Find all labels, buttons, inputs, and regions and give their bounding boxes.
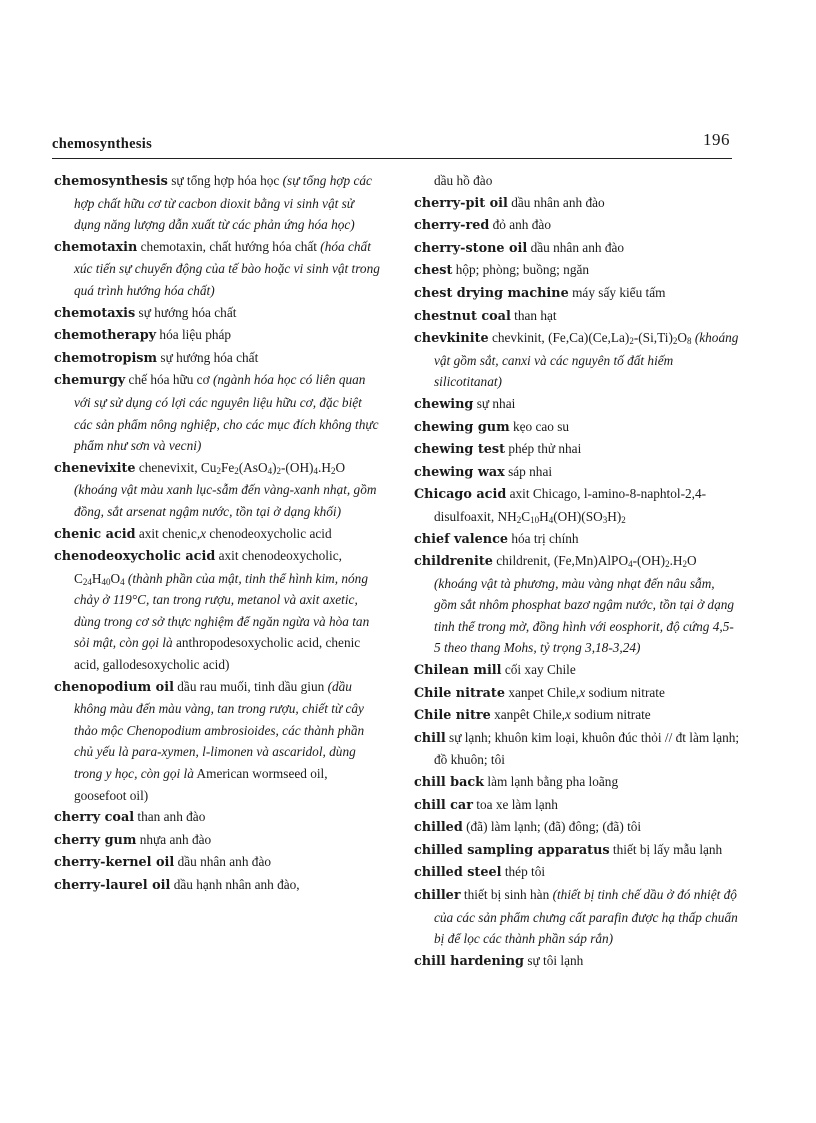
definition: sáp nhai	[508, 463, 553, 479]
definition: dầu hạnh nhân anh đào,	[173, 877, 300, 892]
chemical-formula: $Cu_2Fe_2(AsO_4)_2-(OH)_4.H_2O$	[200, 459, 346, 476]
cross-ref-target: sodium nitrate	[588, 684, 665, 700]
headword: chemotaxin	[54, 239, 138, 255]
definition: sự nhai	[476, 395, 516, 411]
definition: chenevixit,	[138, 459, 198, 475]
dictionary-entry	[414, 771, 740, 794]
headword: Chilean mill	[414, 663, 502, 679]
dictionary-entry	[414, 839, 740, 862]
headword: chemotropism	[54, 350, 158, 366]
dictionary-entry	[414, 861, 740, 884]
dictionary-entry	[54, 369, 380, 456]
explanatory-note: (hóa chất xúc tiến sự chuyển động của tế bào hoặc vi sinh vật trong quá trình hướng hóa chất)	[74, 238, 380, 298]
definition: máy sấy kiểu tấm	[572, 284, 666, 300]
headword: chewing	[414, 396, 474, 412]
definition: thép tôi	[504, 864, 546, 880]
definition: axit Chicago, l-amino-8-naphtol-2,4-disulfoaxit,	[434, 486, 707, 524]
headword: chilled	[414, 820, 463, 836]
definition: làm lạnh bằng pha loãng	[487, 774, 619, 790]
dictionary-entry	[414, 884, 740, 950]
entry-continuation	[414, 170, 740, 192]
headword: chill	[414, 730, 446, 746]
definition: xanpêt Chile,	[494, 707, 566, 723]
headword: chiller	[414, 888, 461, 903]
dictionary-entry	[414, 794, 740, 817]
dictionary-entry	[54, 829, 380, 852]
explanatory-note: (khoáng vật tà phương, màu vàng nhạt đến nâu sẫm, gồm sắt nhôm phosphat bazơ ngậm nước, tồn tại ở dạng tinh thể trong mờ, đồng hình với eosphorit, độ cứng 4,5-5 theo thang Mohs, tỷ trọng 3,18-3,24)	[434, 575, 735, 656]
explanatory-note: (thiết bị tinh chế dầu ở đó nhiệt độ của các sản phẩm chưng cất parafin được hạ thấp chuẩn bị để lọc các thành phần sáp rắn)	[434, 887, 738, 947]
left-column	[54, 170, 380, 897]
explanatory-note: (khoáng vật gồm sắt, canxi và các nguyên tố đất hiếm silicotitanat)	[434, 330, 739, 390]
definition: sự hướng hóa chất	[160, 349, 259, 365]
headword: cherry-red	[414, 218, 490, 234]
explanatory-note: (thành phần của mật, tinh thể hình kim, nóng chảy ở 119°C, tan trong rượu, metanol và axit axetic, dùng trong cơ sở thực nghiệm để ngăn ngừa và hòa tan sỏi mật, còn gọi là	[74, 570, 370, 651]
dictionary-entry	[414, 214, 740, 237]
headword: chewing test	[414, 442, 505, 458]
dictionary-entry	[414, 438, 740, 461]
definition: than hạt	[514, 307, 557, 323]
headword: cherry-pit oil	[414, 195, 508, 211]
dictionary-entry	[414, 682, 740, 705]
headword: chenevixite	[54, 460, 136, 476]
headword: chill car	[414, 797, 473, 813]
headword: chenopodium oil	[54, 679, 174, 695]
explanatory-note: (ngành hóa học có liên quan với sự sử dụng có lợi các nguyên liệu hữu cơ, đặc biệt các sản phẩm nông nghiệp, cho các mục đích không thực phẩm như sơn và vecni)	[74, 372, 379, 454]
dictionary-entry	[414, 461, 740, 484]
headword: childrenite	[414, 554, 493, 570]
definition: sự tôi lạnh	[527, 952, 584, 968]
headword: cherry-stone oil	[414, 240, 528, 256]
definition: thiết bị sinh hàn	[463, 887, 550, 902]
dictionary-entry	[414, 704, 740, 727]
headword: chestnut coal	[414, 308, 511, 324]
headword: chenic acid	[54, 526, 136, 542]
headword: chill hardening	[414, 953, 524, 969]
dictionary-entry	[414, 659, 740, 682]
headword: chill back	[414, 775, 485, 791]
chemical-formula: $C_{24}H_{40}O_4$	[74, 570, 125, 587]
headword: chemosynthesis	[54, 174, 168, 189]
chemical-formula: $NH_2C_{10}H_4(OH)(SO_3H)_2$	[497, 508, 626, 525]
definition: dầu nhân anh đào	[177, 854, 271, 870]
definition: kẹo cao su	[512, 418, 570, 434]
headword: chest	[414, 263, 453, 279]
dictionary-entry	[414, 727, 740, 771]
cross-ref-marker: x	[579, 684, 586, 700]
headword: cherry-kernel oil	[54, 855, 175, 871]
definition: chế hóa hữu cơ	[128, 372, 210, 388]
dictionary-entry	[414, 416, 740, 439]
alternate-names: American wormseed oil, goosefoot oil)	[74, 766, 328, 803]
definition: sự hướng hóa chất	[138, 304, 237, 320]
dictionary-entry	[54, 851, 380, 874]
cross-ref-target: sodium nitrate	[574, 707, 651, 723]
headword: Chile nitrate	[414, 685, 505, 701]
dictionary-entry	[54, 236, 380, 302]
dictionary-entry	[54, 545, 380, 676]
definition: xanpet Chile,	[508, 684, 580, 700]
definition: childrenit,	[496, 553, 551, 569]
headword: Chile nitre	[414, 708, 491, 724]
headword: chevkinite	[414, 331, 489, 347]
cross-ref-marker: x	[200, 525, 207, 541]
cross-ref-target: chenodeoxycholic acid	[209, 525, 332, 541]
dictionary-entry	[414, 483, 740, 527]
headword: chilled steel	[414, 865, 502, 881]
definition: sự lạnh; khuôn kim loại, khuôn đúc thỏi // đt làm lạnh; đồ khuôn; tôi	[434, 729, 740, 768]
headword: chemurgy	[54, 373, 126, 389]
dictionary-entry	[54, 347, 380, 370]
headword: chenodeoxycholic acid	[54, 549, 216, 565]
dictionary-entry	[54, 874, 380, 897]
headword: chemotherapy	[54, 328, 157, 344]
explanatory-note: (khoáng vật màu xanh lục-sẫm đến vàng-xanh nhạt, gồm đồng, sắt arsenat ngậm nước, tồn tại ở dạng khối)	[74, 482, 377, 519]
headword: cherry gum	[54, 832, 137, 848]
right-column	[414, 170, 740, 972]
definition: chevkinit,	[491, 330, 545, 346]
headword: Chicago acid	[414, 487, 507, 503]
dictionary-entry	[54, 523, 380, 546]
alternate-names: anthropodesoxycholic acid, chenic acid, gallodesoxycholic acid)	[74, 635, 361, 673]
headword: chief valence	[414, 531, 509, 547]
dictionary-entry	[414, 327, 740, 393]
dictionary-entry	[54, 457, 380, 523]
definition: than anh đào	[137, 809, 206, 825]
definition: cối xay Chile	[504, 662, 576, 678]
definition: thiết bị lấy mẫu lạnh	[612, 841, 723, 857]
dictionary-entry	[414, 950, 740, 973]
page-number: 196	[703, 130, 730, 149]
dictionary-entry	[414, 282, 740, 305]
definition: hóa trị chính	[511, 530, 579, 546]
definition: axit chenodeoxycholic,	[218, 548, 342, 564]
headword: cherry coal	[54, 810, 135, 826]
definition: dầu rau muối, tinh dầu giun	[177, 678, 325, 694]
chemical-formula: $(Fe,Mn)AlPO_4-(OH)_2.H_2O$	[553, 553, 697, 570]
dictionary-entry	[414, 393, 740, 416]
explanatory-note: (sự tổng hợp các hợp chất hữu cơ từ cacbon dioxit bằng vi sinh vật sử dụng năng lượng dẫn xuất từ các phản ứng hóa học)	[74, 173, 372, 233]
running-head: chemosynthesis	[52, 136, 153, 152]
dictionary-entry	[414, 550, 740, 659]
chemical-formula: $(Fe,Ca)(Ce,La)_2-(Si,Ti)_2O_8$	[548, 330, 692, 347]
dictionary-entry	[414, 528, 740, 551]
continuation-text: dầu hồ đào	[434, 173, 493, 188]
definition: dầu nhân anh đào	[530, 239, 625, 255]
dictionary-entry	[54, 302, 380, 325]
dictionary-entry	[54, 170, 380, 236]
headword: chewing wax	[414, 464, 505, 480]
headword: chilled sampling apparatus	[414, 842, 610, 858]
dictionary-entry	[414, 259, 740, 282]
definition: toa xe làm lạnh	[476, 796, 558, 812]
dictionary-entry	[414, 305, 740, 328]
explanatory-note: (dầu không màu đến màu vàng, tan trong rượu, chiết từ cây thảo mộc Chenopodium ambrosioides, các thành phần chủ yếu là para-xymen, l-limonen và ascaridol, dùng trong y học, còn gọi là	[74, 678, 365, 782]
dictionary-entry	[54, 676, 380, 807]
definition: sự tổng hợp hóa học	[171, 173, 280, 188]
headword: chewing gum	[414, 419, 510, 435]
definition: hóa liệu pháp	[159, 327, 232, 343]
dictionary-entry	[414, 816, 740, 839]
cross-ref-marker: x	[565, 707, 571, 723]
definition: hộp; phòng; buồng; ngăn	[455, 262, 590, 278]
headword: chest drying machine	[414, 285, 569, 301]
dictionary-entry	[54, 806, 380, 829]
definition: dầu nhân anh đào	[511, 194, 605, 210]
definition: đỏ anh đào	[492, 217, 551, 233]
dictionary-entry	[414, 192, 740, 215]
dictionary-entry	[54, 324, 380, 347]
headword: chemotaxis	[54, 305, 136, 321]
definition: (đã) làm lạnh; (đã) đông; (đã) tôi	[466, 819, 642, 835]
dictionary-entry	[414, 237, 740, 260]
page-header	[52, 130, 732, 159]
definition: phép thử nhai	[508, 441, 582, 457]
definition: chemotaxin, chất hướng hóa chất	[140, 238, 317, 254]
definition: axit chenic,	[138, 525, 201, 541]
headword: cherry-laurel oil	[54, 878, 171, 893]
definition: nhựa anh đào	[139, 831, 212, 847]
